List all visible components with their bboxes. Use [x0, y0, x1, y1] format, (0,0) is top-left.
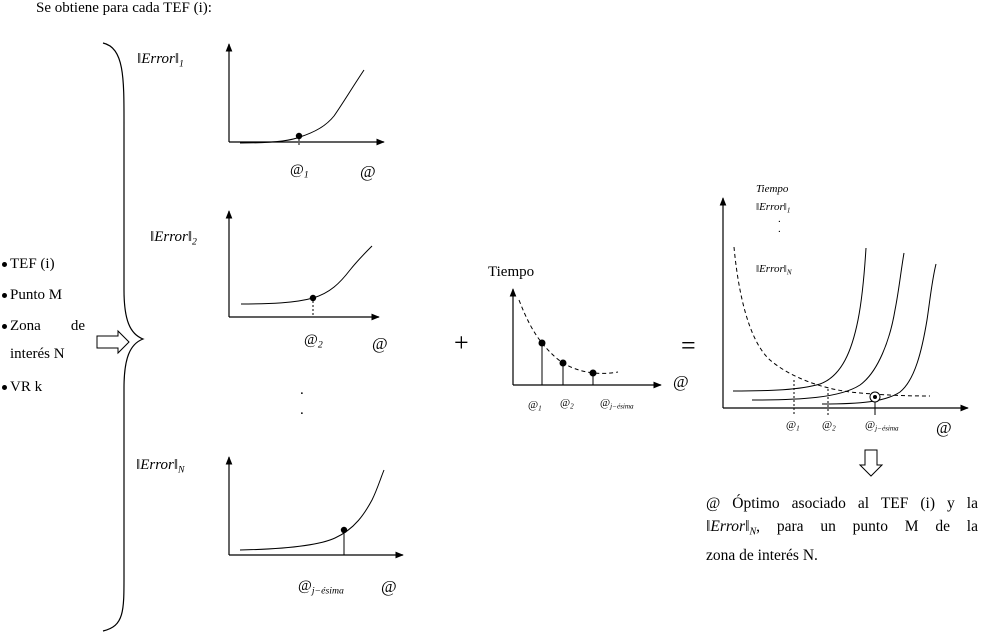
- graphn-xlabel: @: [381, 577, 397, 596]
- input-vr: VR k: [10, 379, 43, 395]
- input-interes: interés N: [10, 346, 65, 362]
- combined-legend-dots: . .: [778, 213, 781, 235]
- bullet-icon: [2, 262, 7, 267]
- graphn-ylabel: $‖Error‖_N$: [136, 457, 185, 476]
- time-curve: [519, 300, 618, 373]
- graph2-tick: $@_2$: [304, 332, 323, 351]
- error-curve-1: [240, 70, 364, 143]
- combined-legend-errn: $‖Error‖_N$: [756, 263, 792, 277]
- plus-sign: +: [454, 328, 469, 357]
- time-tick-1: $@_1$: [528, 399, 542, 413]
- combined-xlabel: @: [936, 418, 952, 437]
- error-curve-n: [240, 470, 384, 550]
- bullet-icon: [2, 324, 7, 329]
- optimum-point-n: [341, 527, 347, 533]
- combined-error-curve-n: [822, 264, 936, 404]
- combined-tick-2: $@_2$: [822, 419, 836, 433]
- time-tick-2: $@_2$: [560, 397, 574, 411]
- graph1-ylabel: $‖Error‖_1$: [137, 51, 184, 70]
- error-curve-2: [241, 246, 372, 304]
- graph1-tick: $@_1$: [290, 162, 309, 181]
- input-arrow: [97, 331, 129, 353]
- result-line-2: $‖Error‖_N$, para un punto M de la: [706, 518, 978, 538]
- input-zona: Zona de: [10, 318, 85, 334]
- ellipsis-dot: .: [300, 382, 304, 398]
- error-graph-n: [229, 457, 403, 555]
- input-tef: TEF (i): [10, 256, 55, 272]
- ellipsis-dot: .: [300, 402, 304, 418]
- bullet-icon: [2, 293, 7, 298]
- result-line-3: zona de interés N.: [706, 546, 818, 564]
- combined-graph: [723, 198, 968, 415]
- header-text: Se obtiene para cada TEF (i):: [36, 0, 212, 16]
- result-arrow: [860, 450, 882, 476]
- optimum-point-1: [296, 133, 302, 139]
- combined-tick-1: $@_1$: [786, 419, 800, 433]
- graph2-ylabel: $‖Error‖_2$: [150, 229, 197, 248]
- time-graph: [513, 289, 661, 385]
- time-ylabel: Tiempo: [488, 264, 535, 280]
- combined-error-curve-1: [733, 248, 866, 391]
- optimum-point-2: [310, 295, 316, 301]
- time-tick-j: $@_{j-ésima}$: [600, 397, 634, 411]
- result-text: [706, 492, 978, 567]
- result-line-1: @ Óptimo asociado al TEF (i) y la: [706, 495, 978, 512]
- input-punto-m: Punto M: [10, 287, 63, 303]
- combined-legend-err1: $‖Error‖_1$: [756, 201, 791, 215]
- combined-legend-time: Tiempo: [756, 183, 789, 195]
- graph2-xlabel: @: [372, 334, 388, 353]
- bullet-icon: [2, 385, 7, 390]
- graphn-tick: $@_{j-ésima}$: [298, 578, 344, 597]
- time-xlabel: @: [673, 372, 689, 391]
- equals-sign: =: [681, 331, 696, 360]
- combined-tick-j: $@_{j-ésima}$: [865, 419, 899, 433]
- error-graph-2: [229, 211, 379, 317]
- error-graph-1: [229, 44, 384, 146]
- graph1-xlabel: @: [360, 162, 376, 181]
